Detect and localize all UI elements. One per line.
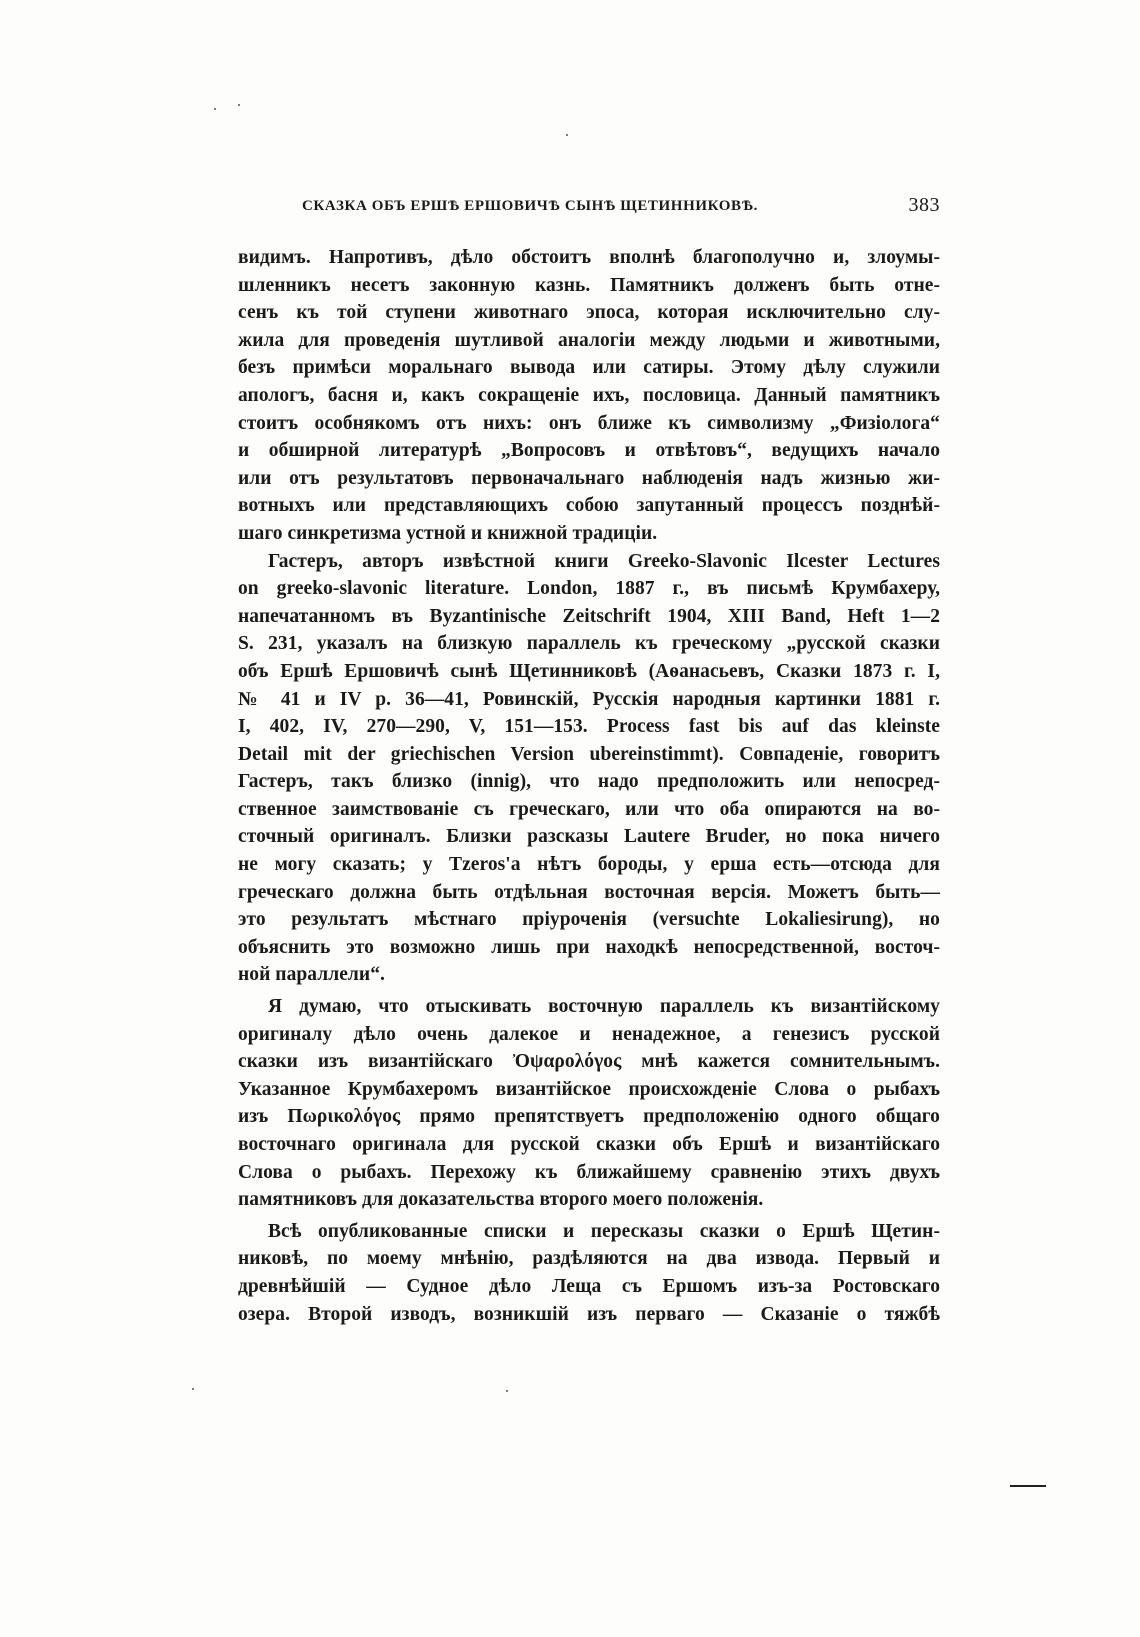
text-line: S. 231, указалъ на близкую параллель къ греческому „русской сказки: [238, 633, 940, 655]
body-text: [238, 244, 940, 1328]
text-line: Я думаю, что отыскивать восточную параллель къ византійскому: [268, 996, 940, 1018]
text-line: объяснить это возможно лишь при находкѣ непосредственной, восточ-: [238, 936, 940, 958]
text-line: Указанное Крумбахеромъ византійское происхожденіе Слова о рыбахъ: [238, 1078, 940, 1100]
text-line: безъ примѣси моральнаго вывода или сатиры. Этому дѣлу служили: [238, 357, 940, 379]
text-line: не могу сказать; у Tzeros'a нѣтъ бороды, у ерша есть—отсюда для: [238, 854, 940, 876]
text-line: ственное заимствованіе съ греческаго, или что оба опираются на во-: [238, 798, 940, 820]
text-line: Гастеръ, авторъ извѣстной книги Greeko-Slavonic Ilcester Lectures: [268, 550, 940, 572]
margin-rule: [1010, 1485, 1046, 1487]
text-line: стоитъ особнякомъ отъ нихъ: онъ ближе къ символизму „Физіолога“: [238, 412, 940, 434]
paragraph: [238, 548, 940, 990]
paragraph: [238, 244, 940, 548]
print-speck: [566, 134, 568, 136]
print-speck: [238, 104, 240, 106]
text-line: № 41 и IV p. 36—41, Ровинскій, Русскія народныя картинки 1881 г.: [238, 688, 940, 710]
text-line: восточнаго оригинала для русской сказки объ Ершѣ и византійскаго: [238, 1134, 940, 1155]
text-line: Detail mit der griechischen Version ubereinstimmt). Совпаденіе, говоритъ: [238, 743, 940, 765]
print-speck: [192, 1388, 194, 1390]
text-line: I, 402, IV, 270—290, V, 151—153. Process fast bis auf das kleinste: [238, 716, 940, 738]
text-line: греческаго должна быть отдѣльная восточная версія. Можетъ быть—: [238, 881, 940, 903]
text-line: видимъ. Напротивъ, дѣло обстоитъ вполнѣ благополучно и, злоумы-: [238, 247, 940, 268]
text-line: шленникъ несетъ законную казнь. Памятникъ долженъ быть отне-: [238, 274, 940, 296]
text-line: озера. Второй изводъ, возникшій изъ перваго — Сказаніе о тяжбѣ: [238, 1303, 940, 1325]
text-line: жила для проведенія шутливой аналогіи между людьми и животными,: [238, 329, 940, 351]
text-line: Слова о рыбахъ. Перехожу къ ближайшему сравненію этихъ двухъ: [238, 1161, 940, 1183]
text-line: шаго синкретизма устной и книжной традиціи.: [238, 522, 658, 544]
text-line: сказки изъ византійскаго Ὀψαρολόγος мнѣ кажется сомнительнымъ.: [238, 1051, 940, 1073]
text-line: изъ Πωρικολόγος прямо препятствуетъ предположенію одного общаго: [238, 1106, 940, 1128]
page-header: [238, 196, 940, 222]
running-title: СКАЗКА ОБЪ ЕРШѢ ЕРШОВИЧѢ СЫНѢ ЩЕТИННИКОВѢ.: [302, 198, 758, 214]
text-line: Всѣ опубликованные списки и пересказы сказки о Ершѣ Щетин-: [268, 1220, 940, 1242]
text-line: сенъ къ той ступени животнаго эпоса, которая исключительно слу-: [238, 302, 940, 324]
text-line: или отъ результатовъ первоначальнаго наблюденія надъ жизнью жи-: [238, 467, 940, 489]
text-line: памятниковъ для доказательства второго моего положенія.: [238, 1189, 764, 1211]
text-line: Гастеръ, такъ близко (innig), что надо предположить или непосред-: [238, 771, 940, 793]
text-line: объ Ершѣ Ершовичѣ сынѣ Щетинниковѣ (Аѳанасьевъ, Сказки 1873 г. I,: [238, 660, 940, 682]
text-line: ной параллели“.: [238, 964, 385, 986]
text-line: вотныхъ или представляющихъ собою запутанный процессъ позднѣй-: [238, 495, 940, 517]
paragraph: [238, 993, 940, 1214]
text-line: сточный оригиналъ. Близки разсказы Lautere Bruder, но пока ничего: [238, 826, 940, 848]
text-line: оригиналу дѣло очень далекое и ненадежное, а генезисъ русской: [238, 1023, 940, 1045]
text-line: древнѣйшій — Судное дѣло Леща съ Ершомъ изъ-за Ростовскаго: [238, 1275, 940, 1297]
text-line: и обширной литературѣ „Вопросовъ и отвѣтовъ“, ведущихъ начало: [238, 440, 940, 462]
print-speck: [214, 108, 216, 110]
paragraph: [238, 1218, 940, 1328]
text-line: напечатанномъ въ Byzantinische Zeitschrift 1904, XIII Band, Heft 1—2: [238, 605, 940, 627]
text-line: никовѣ, по моему мнѣнію, раздѣляются на два извода. Первый и: [238, 1248, 940, 1270]
text-line: апологъ, басня и, какъ сокращеніе ихъ, пословица. Данный памятникъ: [238, 384, 940, 406]
text-line: это результатъ мѣстнаго пріуроченія (versuchte Lokaliesirung), но: [238, 909, 940, 931]
text-line: on greeko-slavonic literature. London, 1887 г., въ письмѣ Крумбахеру,: [238, 578, 940, 600]
print-speck: [506, 1390, 508, 1392]
page-number: 383: [908, 194, 940, 216]
